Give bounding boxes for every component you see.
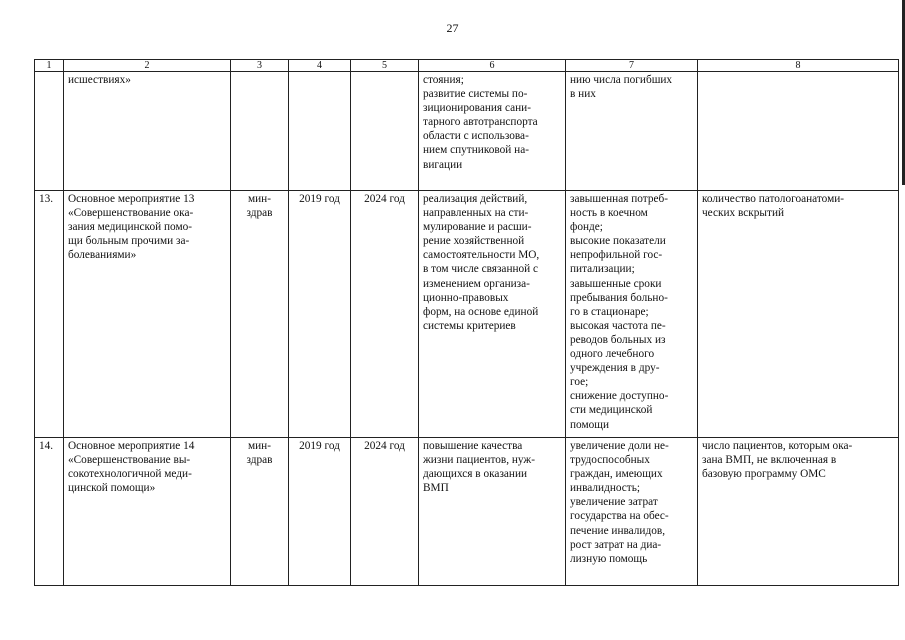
consequences-line: в том числе связанной с [423, 263, 539, 276]
end-year-cell: 2024 год [351, 438, 419, 586]
consequences-line: вигации [423, 158, 463, 171]
consequences-line: области с использова- [423, 130, 529, 143]
measure-name-line: Основное мероприятие 14 [68, 440, 195, 452]
consequences-line: самостоятельности МО, [423, 249, 540, 262]
consequences-line: дающихся в оказании [423, 468, 528, 481]
column-header: 6 [419, 60, 566, 72]
risks-line: в них [570, 88, 596, 101]
executor-line: мин- [247, 193, 271, 205]
measure-name-line: «Совершенствование вы- [68, 454, 191, 467]
column-header: 2 [64, 60, 231, 72]
consequences-line: форм, на основе единой [423, 305, 539, 318]
executor-line: здрав [246, 207, 273, 220]
risks-line: завышенная потреб- [570, 193, 669, 205]
risks-line: одного лечебного [570, 348, 655, 361]
risks-line: увеличение затрат [570, 496, 658, 509]
column-header: 7 [566, 60, 698, 72]
risks-line: гое; [570, 376, 589, 389]
measures-table [34, 59, 899, 586]
table-row-continued [35, 72, 899, 191]
risks-line: снижение доступно- [570, 390, 669, 403]
measure-name-line: зания медицинской помо- [68, 221, 193, 234]
risks-line: сти медицинской [570, 404, 653, 417]
risks-line: граждан, имеющих [570, 468, 663, 481]
column-number-row [35, 60, 899, 72]
risks-cell [566, 191, 698, 438]
executor-cell [231, 191, 289, 438]
executor-cell [231, 438, 289, 586]
start-year-cell: 2019 год [289, 191, 351, 438]
consequences-line: жизни пациентов, нуж- [423, 454, 535, 467]
risks-line: го в стационаре; [570, 305, 649, 318]
row-number-cell [35, 72, 64, 191]
indicator-line: базовую программу ОМС [702, 468, 826, 481]
consequences-line: мулирование и расши- [423, 221, 532, 234]
table-row-14 [35, 438, 899, 586]
consequences-line: стояния; [423, 74, 464, 86]
consequences-line: рение хозяйственной [423, 235, 525, 248]
risks-line: высокая частота пе- [570, 319, 666, 332]
risks-line: учреждения в дру- [570, 362, 660, 375]
indicator-line: ческих вскрытий [702, 207, 785, 220]
row-number-cell: 13. [35, 191, 64, 438]
risks-line: питализации; [570, 263, 635, 276]
measure-name-cell [64, 72, 231, 191]
risks-line: непрофильной гос- [570, 249, 663, 262]
consequences-cell [419, 438, 566, 586]
risks-line: пребывания больно- [570, 291, 668, 304]
column-header: 3 [231, 60, 289, 72]
risks-line: трудоспособных [570, 454, 650, 467]
indicator-line: зана ВМП, не включенная в [702, 454, 837, 467]
measure-name-cell [64, 438, 231, 586]
risks-line: фонде; [570, 221, 603, 234]
column-header: 5 [351, 60, 419, 72]
column-header: 4 [289, 60, 351, 72]
indicator-cell [698, 191, 899, 438]
indicator-line: количество патологоанатоми- [702, 193, 845, 205]
consequences-line: повышение качества [423, 440, 523, 452]
consequences-line: нием спутниковой на- [423, 144, 529, 157]
end-year-cell: 2024 год [351, 191, 419, 438]
consequences-line: ВМП [423, 482, 449, 495]
measure-name-line: Основное мероприятие 13 [68, 193, 195, 205]
risks-line: высокие показатели [570, 235, 666, 248]
consequences-line: направленных на сти- [423, 207, 529, 220]
measure-name-line: исшествиях» [68, 74, 131, 86]
risks-cell [566, 438, 698, 586]
column-header: 1 [35, 60, 64, 72]
measure-name-line: болеваниями» [68, 249, 137, 262]
column-header: 8 [698, 60, 899, 72]
risks-line: помощи [570, 418, 610, 431]
end-year-cell [351, 72, 419, 191]
consequences-line: изменением организа- [423, 277, 530, 290]
risks-line: реводов больных из [570, 333, 666, 346]
consequences-cell [419, 72, 566, 191]
page-number: 27 [446, 21, 459, 35]
risks-line: рост затрат на диа- [570, 538, 662, 551]
start-year-cell [289, 72, 351, 191]
measure-name-line: «Совершенствование ока- [68, 207, 194, 220]
measure-name-line: сокотехнологичной меди- [68, 468, 192, 481]
indicator-cell [698, 72, 899, 191]
consequences-line: тарного автотранспорта [423, 116, 538, 129]
consequences-line: зиционирования сани- [423, 102, 531, 115]
indicator-cell [698, 438, 899, 586]
risks-line: нию числа погибших [570, 74, 673, 86]
start-year-cell: 2019 год [289, 438, 351, 586]
risks-line: печение инвалидов, [570, 524, 666, 537]
executor-line: здрав [246, 454, 273, 467]
consequences-line: ционно-правовых [423, 291, 509, 304]
table-row-13 [35, 191, 899, 438]
consequences-cell [419, 191, 566, 438]
indicator-line: число пациентов, которым ока- [702, 440, 853, 452]
measure-name-cell [64, 191, 231, 438]
risks-line: завышенные сроки [570, 277, 662, 290]
risks-line: увеличение доли не- [570, 440, 669, 452]
executor-cell [231, 72, 289, 191]
risks-line: государства на обес- [570, 510, 669, 523]
measure-name-line: цинской помощи» [68, 482, 156, 495]
risks-line: лизную помощь [570, 552, 648, 565]
risks-line: ность в коечном [570, 207, 648, 220]
row-number-cell: 14. [35, 438, 64, 586]
executor-line: мин- [247, 440, 271, 452]
risks-line: инвалидность; [570, 482, 641, 495]
measure-name-line: щи больным прочими за- [68, 235, 190, 248]
risks-cell [566, 72, 698, 191]
consequences-line: развитие системы по- [423, 88, 528, 101]
consequences-line: системы критериев [423, 319, 516, 332]
consequences-line: реализация действий, [423, 193, 528, 205]
